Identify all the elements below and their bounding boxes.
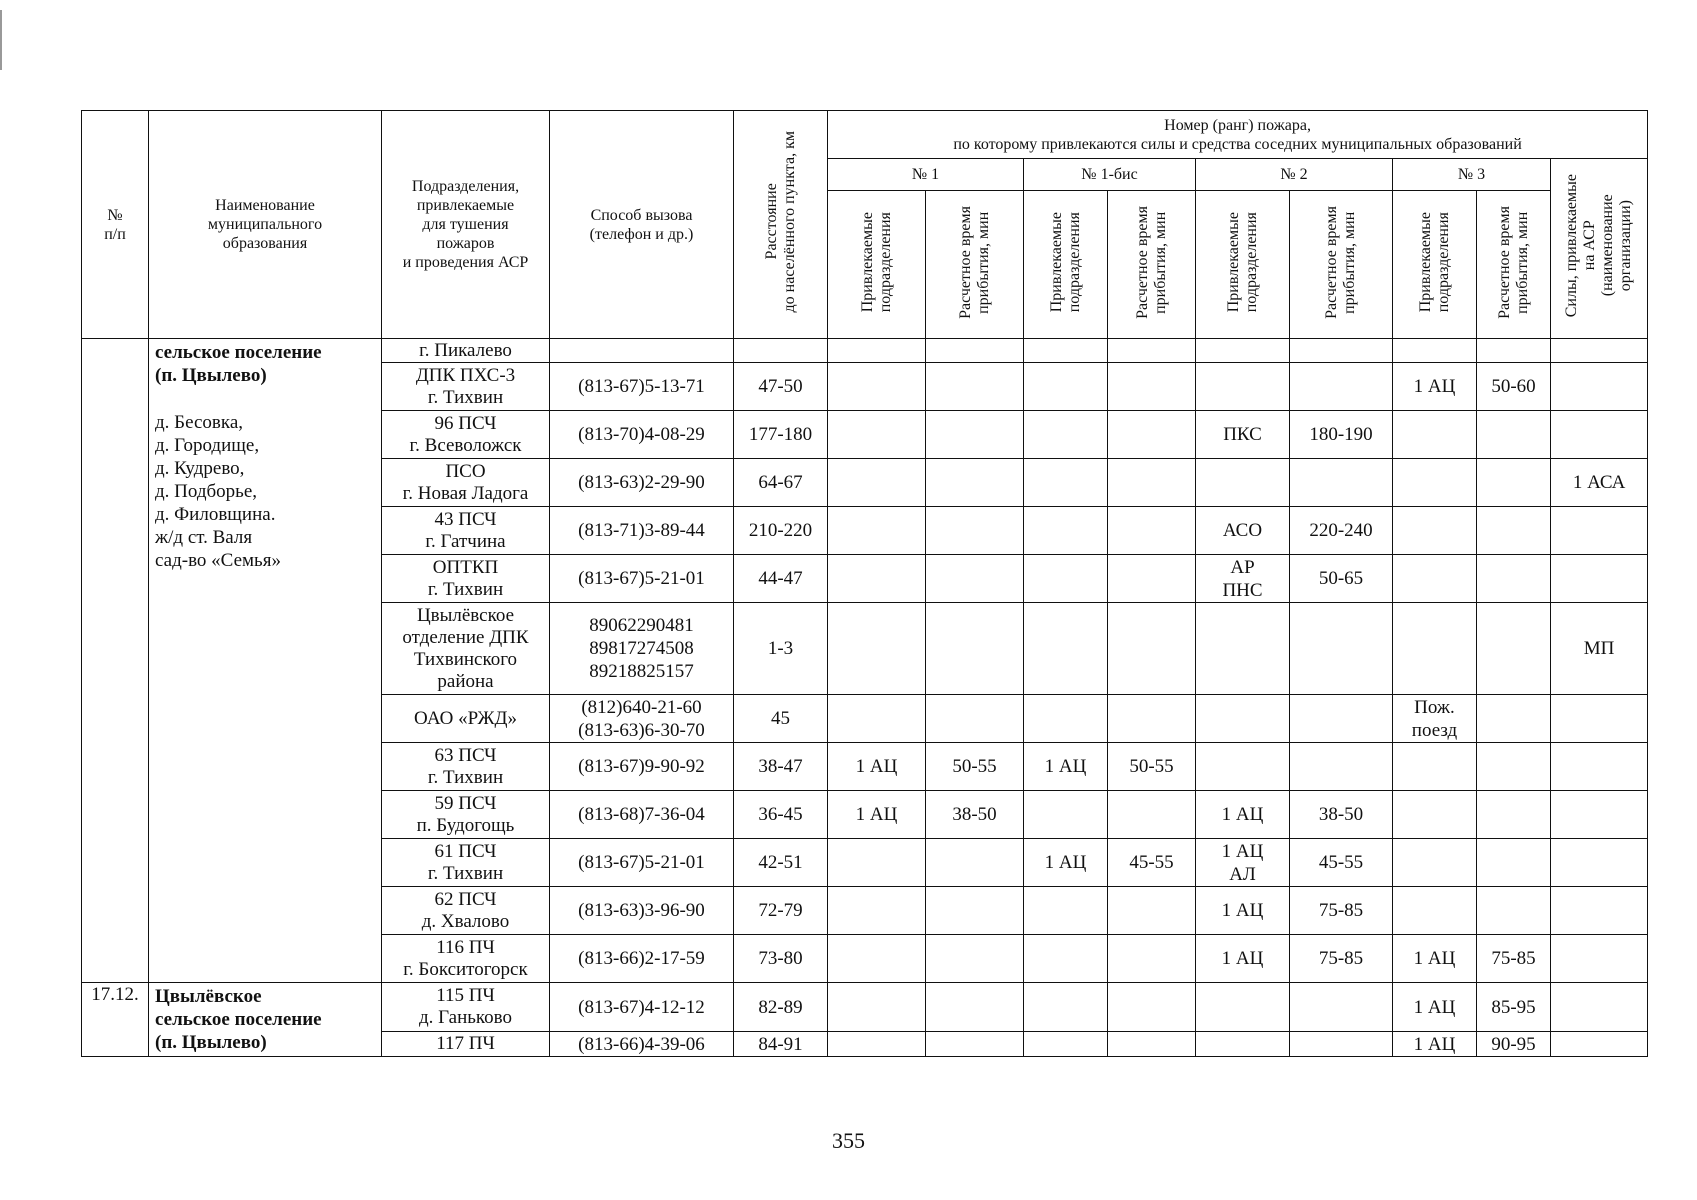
cell-asr-forces (1551, 339, 1648, 363)
cell-rank3-time (1477, 743, 1551, 791)
cell-distance (734, 363, 828, 411)
cell-rank1-units (828, 363, 926, 411)
cell-phone (550, 339, 734, 363)
cell-rank1bis-time (1108, 743, 1196, 791)
cell-rank1-units (828, 459, 926, 507)
cell-rank1-units (828, 695, 926, 743)
cell-phone (550, 507, 734, 555)
cell-distance-text: 44-47 (758, 568, 803, 589)
cell-phone (550, 555, 734, 603)
cell-asr-forces (1551, 983, 1648, 1032)
cell-rank3-units (1393, 695, 1477, 743)
cell-rank2-time (1290, 603, 1393, 695)
header-distance: Расстояние до населённого пункта, км (734, 111, 828, 339)
cell-distance (734, 1032, 828, 1057)
cell-phone-text: (813-67)5-13-71 (578, 376, 705, 397)
cell-rank3-time (1477, 983, 1551, 1032)
cell-distance (734, 603, 828, 695)
cell-rank2-units-text: 1 АЦ АЛ (1221, 840, 1264, 885)
table-row (82, 983, 1648, 1032)
cell-unit-text: 59 ПСЧ п. Будогощь (416, 792, 515, 836)
cell-rank1bis-units (1024, 507, 1108, 555)
cell-distance (734, 983, 828, 1032)
cell-rank2-units-text: АР ПНС (1222, 556, 1263, 601)
cell-distance-text: 38-47 (758, 756, 803, 777)
cell-rank3-time-text: 90-95 (1491, 1033, 1536, 1055)
cell-rank3-units (1393, 887, 1477, 935)
cell-rank1bis-units (1024, 695, 1108, 743)
cell-rank1bis-time (1108, 695, 1196, 743)
cell-rank1-time (926, 339, 1024, 363)
cell-municipality: Цвылёвское сельское поселение (п. Цвылево) (149, 983, 382, 1057)
cell-rank3-time (1477, 507, 1551, 555)
cell-rank2-time (1290, 555, 1393, 603)
header-sub-time: Расчетное время прибытия, мин (1290, 191, 1393, 339)
cell-distance-text: 42-51 (758, 852, 803, 873)
cell-rank2-units-text: 1 АЦ (1221, 900, 1264, 921)
cell-phone (550, 411, 734, 459)
cell-rank3-units (1393, 839, 1477, 887)
cell-unit-text: 62 ПСЧ д. Хвалово (421, 888, 510, 932)
cell-rank1-time (926, 507, 1024, 555)
cell-rank1-units (828, 1032, 926, 1057)
header-sub-units: Привлекаемые подразделения (1196, 191, 1290, 339)
cell-rank1bis-time (1108, 411, 1196, 459)
cell-distance (734, 839, 828, 887)
cell-phone-text: (813-66)4-39-06 (578, 1033, 705, 1055)
header-rank-1bis: № 1-бис (1024, 159, 1196, 191)
cell-rank3-units (1393, 363, 1477, 411)
cell-rank1bis-units (1024, 983, 1108, 1032)
cell-rank1-units (828, 839, 926, 887)
cell-rank3-time (1477, 935, 1551, 983)
cell-row-number: 17.12. (82, 983, 149, 1057)
cell-rank3-time-text: 50-60 (1491, 376, 1536, 397)
cell-rank3-time (1477, 695, 1551, 743)
cell-distance (734, 935, 828, 983)
cell-distance-text: 82-89 (758, 996, 803, 1018)
cell-rank2-units (1196, 695, 1290, 743)
cell-rank2-units (1196, 411, 1290, 459)
cell-rank2-time (1290, 1032, 1393, 1057)
cell-rank1bis-units (1024, 887, 1108, 935)
page-number: 355 (832, 1128, 865, 1153)
cell-rank2-time (1290, 695, 1393, 743)
cell-rank2-time-text: 38-50 (1318, 804, 1364, 825)
cell-unit (382, 983, 550, 1032)
cell-unit-text: ПСО г. Новая Ладога (402, 460, 529, 504)
cell-asr-forces (1551, 1032, 1648, 1057)
cell-municipality (149, 339, 382, 983)
cell-rank1-time (926, 983, 1024, 1032)
cell-asr-forces (1551, 555, 1648, 603)
cell-rank1-units (828, 791, 926, 839)
cell-unit (382, 935, 550, 983)
cell-rank3-time (1477, 839, 1551, 887)
cell-phone-text: (813-66)2-17-59 (578, 948, 705, 969)
cell-rank1-units (828, 339, 926, 363)
cell-rank3-units (1393, 791, 1477, 839)
cell-rank2-units-text: 1 АЦ (1221, 804, 1264, 825)
cell-rank1bis-units (1024, 459, 1108, 507)
cell-unit-text: ДПК ПХС-3 г. Тихвин (415, 364, 516, 408)
cell-rank1bis-time (1108, 339, 1196, 363)
cell-asr-forces (1551, 743, 1648, 791)
cell-unit-text: Цвылёвское отделение ДПК Тихвинского района (402, 604, 529, 692)
header-rank-title: Номер (ранг) пожара, по которому привлекаются силы и средства соседних муниципальных образований (828, 111, 1648, 159)
cell-asr-forces (1551, 507, 1648, 555)
cell-rank3-units (1393, 743, 1477, 791)
cell-rank1bis-time (1108, 459, 1196, 507)
cell-phone (550, 839, 734, 887)
cell-distance (734, 695, 828, 743)
cell-rank2-time (1290, 363, 1393, 411)
cell-unit-text: 116 ПЧ г. Бокситогорск (403, 936, 528, 980)
header-rank-3: № 3 (1393, 159, 1551, 191)
cell-rank2-units (1196, 743, 1290, 791)
cell-unit (382, 555, 550, 603)
cell-phone (550, 935, 734, 983)
cell-unit-text: ОАО «РЖД» (414, 707, 517, 729)
cell-row-number (82, 339, 149, 983)
cell-asr-forces (1551, 839, 1648, 887)
cell-rank2-units (1196, 507, 1290, 555)
cell-rank3-time (1477, 791, 1551, 839)
cell-rank3-units (1393, 339, 1477, 363)
cell-rank1-time-text: 38-50 (952, 804, 997, 825)
cell-rank2-units (1196, 555, 1290, 603)
header-mun-name: Наименование муниципального образования (149, 111, 382, 339)
cell-rank3-units (1393, 507, 1477, 555)
cell-rank3-time (1477, 459, 1551, 507)
cell-distance-text: 64-67 (758, 472, 803, 493)
cell-rank1-units (828, 603, 926, 695)
cell-distance (734, 459, 828, 507)
cell-phone-text: (813-67)4-12-12 (578, 996, 705, 1018)
cell-distance-text: 36-45 (758, 804, 803, 825)
cell-rank1bis-time (1108, 887, 1196, 935)
header-rank-1: № 1 (828, 159, 1024, 191)
table-row (82, 339, 1648, 363)
cell-rank1bis-time (1108, 363, 1196, 411)
cell-rank3-time-text: 75-85 (1491, 948, 1536, 969)
cell-rank3-time (1477, 339, 1551, 363)
cell-unit (382, 839, 550, 887)
cell-rank3-units (1393, 555, 1477, 603)
municipality-name: сельское поселение (п. Цвылево) (155, 342, 322, 386)
cell-rank2-units (1196, 603, 1290, 695)
cell-rank1-time (926, 743, 1024, 791)
cell-phone (550, 459, 734, 507)
cell-rank3-time (1477, 603, 1551, 695)
cell-rank1-time (926, 555, 1024, 603)
cell-rank2-time-text: 50-65 (1318, 568, 1364, 589)
cell-rank1bis-time (1108, 1032, 1196, 1057)
cell-rank2-time (1290, 935, 1393, 983)
cell-rank2-units (1196, 791, 1290, 839)
cell-rank2-time (1290, 459, 1393, 507)
header-units: Подразделения, привлекаемые для тушения пожаров и проведения АСР (382, 111, 550, 339)
cell-rank2-units (1196, 935, 1290, 983)
cell-distance (734, 411, 828, 459)
cell-unit (382, 603, 550, 695)
cell-distance-text: 177-180 (748, 424, 813, 445)
cell-rank1-units (828, 983, 926, 1032)
cell-rank2-units (1196, 1032, 1290, 1057)
cell-rank1-units (828, 507, 926, 555)
cell-phone (550, 363, 734, 411)
cell-phone-text: (813-68)7-36-04 (578, 804, 705, 825)
cell-phone (550, 887, 734, 935)
cell-phone-text: (813-67)9-90-92 (578, 756, 705, 777)
cell-distance-text: 47-50 (758, 376, 803, 397)
cell-distance (734, 791, 828, 839)
cell-rank2-time (1290, 839, 1393, 887)
cell-rank1-units (828, 935, 926, 983)
cell-rank3-time-text: 85-95 (1491, 996, 1536, 1018)
cell-unit-text: 61 ПСЧ г. Тихвин (427, 840, 504, 884)
cell-unit-text: 115 ПЧ д. Ганьково (418, 985, 513, 1029)
cell-asr-forces (1551, 695, 1648, 743)
cell-rank3-time (1477, 555, 1551, 603)
cell-rank1-units (828, 555, 926, 603)
cell-rank1bis-time (1108, 983, 1196, 1032)
header-sub-time: Расчетное время прибытия, мин (1108, 191, 1196, 339)
cell-unit-text: г. Пикалево (419, 339, 512, 361)
cell-unit (382, 507, 550, 555)
cell-rank2-time-text: 75-85 (1318, 948, 1364, 969)
cell-rank1bis-time-text: 45-55 (1129, 852, 1174, 873)
cell-unit-text: 117 ПЧ (436, 1033, 495, 1055)
cell-rank1bis-units-text: 1 АЦ (1044, 852, 1087, 873)
cell-rank2-units (1196, 839, 1290, 887)
cell-unit (382, 1032, 550, 1057)
cell-phone (550, 983, 734, 1032)
cell-rank1-time (926, 459, 1024, 507)
cell-rank2-units (1196, 983, 1290, 1032)
cell-rank3-units-text: 1 АЦ (1413, 1033, 1456, 1055)
cell-rank1-time (926, 603, 1024, 695)
cell-distance (734, 339, 828, 363)
cell-rank2-units-text: АСО (1222, 520, 1263, 541)
cell-distance-text: 1-3 (767, 638, 794, 659)
cell-rank3-units (1393, 411, 1477, 459)
cell-distance (734, 555, 828, 603)
cell-distance-text: 45 (771, 708, 790, 729)
cell-rank1-units (828, 887, 926, 935)
cell-rank1bis-units (1024, 363, 1108, 411)
cell-phone-text: (813-70)4-08-29 (578, 424, 705, 445)
cell-rank1bis-time (1108, 791, 1196, 839)
cell-rank3-time (1477, 1032, 1551, 1057)
cell-asr-forces (1551, 791, 1648, 839)
cell-unit-text: 96 ПСЧ г. Всеволожск (409, 412, 522, 456)
cell-rank1bis-units (1024, 411, 1108, 459)
cell-distance-text: 84-91 (758, 1033, 803, 1055)
cell-rank1bis-time-text: 50-55 (1129, 756, 1174, 777)
cell-asr-forces-text: МП (1583, 638, 1615, 659)
cell-rank2-time (1290, 983, 1393, 1032)
cell-rank1-units (828, 743, 926, 791)
cell-rank2-time-text: 220-240 (1309, 520, 1373, 541)
cell-unit (382, 695, 550, 743)
cell-rank1bis-units (1024, 791, 1108, 839)
settlements-list: д. Бесовка, д. Городище, д. Кудрево, д. Подборье, д. Филовщина. ж/д ст. Валя сад-во «Семья» (155, 412, 281, 571)
header-num: № п/п (82, 111, 149, 339)
cell-rank2-units (1196, 887, 1290, 935)
cell-rank3-time (1477, 411, 1551, 459)
cell-rank1bis-units (1024, 839, 1108, 887)
cell-phone-text: 89062290481 89817274508 89218825157 (589, 615, 694, 682)
cell-rank3-time (1477, 363, 1551, 411)
cell-distance (734, 507, 828, 555)
cell-rank2-time-text: 180-190 (1309, 424, 1373, 445)
cell-rank1-time (926, 363, 1024, 411)
cell-rank1-time (926, 935, 1024, 983)
cell-rank1bis-units (1024, 743, 1108, 791)
cell-asr-forces (1551, 603, 1648, 695)
cell-rank2-units-text: 1 АЦ (1221, 948, 1264, 969)
cell-rank2-time (1290, 507, 1393, 555)
cell-rank1bis-units (1024, 555, 1108, 603)
cell-distance-text: 210-220 (748, 520, 813, 541)
cell-rank3-units (1393, 983, 1477, 1032)
cell-distance-text: 72-79 (758, 900, 803, 921)
cell-rank3-units-text: 1 АЦ (1413, 948, 1456, 969)
cell-rank1bis-units-text: 1 АЦ (1044, 756, 1087, 777)
cell-rank2-units (1196, 339, 1290, 363)
cell-rank1bis-time (1108, 839, 1196, 887)
cell-unit (382, 411, 550, 459)
cell-unit (382, 791, 550, 839)
cell-rank1-time (926, 695, 1024, 743)
cell-rank2-time (1290, 791, 1393, 839)
cell-rank2-time (1290, 411, 1393, 459)
cell-unit (382, 363, 550, 411)
cell-phone-text: (813-67)5-21-01 (578, 852, 705, 873)
cell-rank1bis-time (1108, 555, 1196, 603)
cell-rank2-units (1196, 363, 1290, 411)
header-sub-units: Привлекаемые подразделения (1024, 191, 1108, 339)
cell-rank2-units-text: ПКС (1223, 424, 1262, 445)
cell-rank3-units (1393, 1032, 1477, 1057)
cell-phone-text: (812)640-21-60 (813-63)6-30-70 (578, 696, 705, 741)
header-sub-time: Расчетное время прибытия, мин (926, 191, 1024, 339)
cell-rank1-units-text: 1 АЦ (855, 804, 898, 825)
cell-rank1-time-text: 50-55 (952, 756, 997, 777)
cell-rank1-time (926, 411, 1024, 459)
cell-rank1-time (926, 791, 1024, 839)
cell-rank1bis-units (1024, 1032, 1108, 1057)
cell-rank3-units-text: 1 АЦ (1413, 376, 1456, 397)
cell-rank3-units-text: Пож. поезд (1411, 696, 1458, 741)
cell-distance (734, 887, 828, 935)
cell-distance-text: 73-80 (758, 948, 803, 969)
fire-forces-table (81, 110, 1648, 1057)
cell-rank2-time-text: 45-55 (1318, 852, 1364, 873)
cell-phone (550, 743, 734, 791)
cell-rank1-time (926, 887, 1024, 935)
cell-rank1-units-text: 1 АЦ (855, 756, 898, 777)
cell-phone-text: (813-71)3-89-44 (578, 520, 705, 541)
header-asr-forces: Силы, привлекаемые на АСР (наименование организации) (1551, 159, 1648, 339)
cell-asr-forces (1551, 887, 1648, 935)
cell-unit (382, 743, 550, 791)
cell-rank1bis-units (1024, 603, 1108, 695)
cell-unit (382, 459, 550, 507)
cell-rank1-time (926, 1032, 1024, 1057)
cell-unit (382, 887, 550, 935)
cell-rank2-units (1196, 459, 1290, 507)
cell-phone-text: (813-67)5-21-01 (578, 568, 705, 589)
header-sub-units: Привлекаемые подразделения (828, 191, 926, 339)
cell-rank2-time (1290, 339, 1393, 363)
cell-rank1bis-units (1024, 935, 1108, 983)
cell-rank3-units (1393, 935, 1477, 983)
cell-rank1bis-time (1108, 935, 1196, 983)
cell-rank1bis-time (1108, 507, 1196, 555)
cell-rank1bis-units (1024, 339, 1108, 363)
cell-rank1bis-time (1108, 603, 1196, 695)
cell-unit-text: ОПТКП г. Тихвин (427, 556, 504, 600)
cell-unit-text: 63 ПСЧ г. Тихвин (427, 744, 504, 788)
cell-rank3-units-text: 1 АЦ (1413, 996, 1456, 1018)
header-sub-time: Расчетное время прибытия, мин (1477, 191, 1551, 339)
cell-phone (550, 695, 734, 743)
cell-rank2-time-text: 75-85 (1318, 900, 1364, 921)
scan-edge-mark (0, 10, 2, 70)
cell-rank2-time (1290, 887, 1393, 935)
cell-rank3-units (1393, 603, 1477, 695)
cell-unit (382, 339, 550, 363)
cell-asr-forces (1551, 459, 1648, 507)
cell-unit-text: 43 ПСЧ г. Гатчина (425, 508, 506, 552)
cell-asr-forces (1551, 411, 1648, 459)
cell-asr-forces (1551, 935, 1648, 983)
cell-phone (550, 791, 734, 839)
cell-rank1-time (926, 839, 1024, 887)
cell-distance (734, 743, 828, 791)
cell-rank1-units (828, 411, 926, 459)
cell-phone-text: (813-63)2-29-90 (578, 472, 705, 493)
cell-rank3-units (1393, 459, 1477, 507)
header-call-method: Способ вызова (телефон и др.) (550, 111, 734, 339)
header-sub-units: Привлекаемые подразделения (1393, 191, 1477, 339)
cell-phone-text: (813-63)3-96-90 (578, 900, 705, 921)
header-rank-2: № 2 (1196, 159, 1393, 191)
cell-asr-forces (1551, 363, 1648, 411)
cell-rank2-time (1290, 743, 1393, 791)
cell-phone (550, 603, 734, 695)
cell-phone (550, 1032, 734, 1057)
cell-rank3-time (1477, 887, 1551, 935)
cell-asr-forces-text: 1 АСА (1572, 472, 1626, 493)
